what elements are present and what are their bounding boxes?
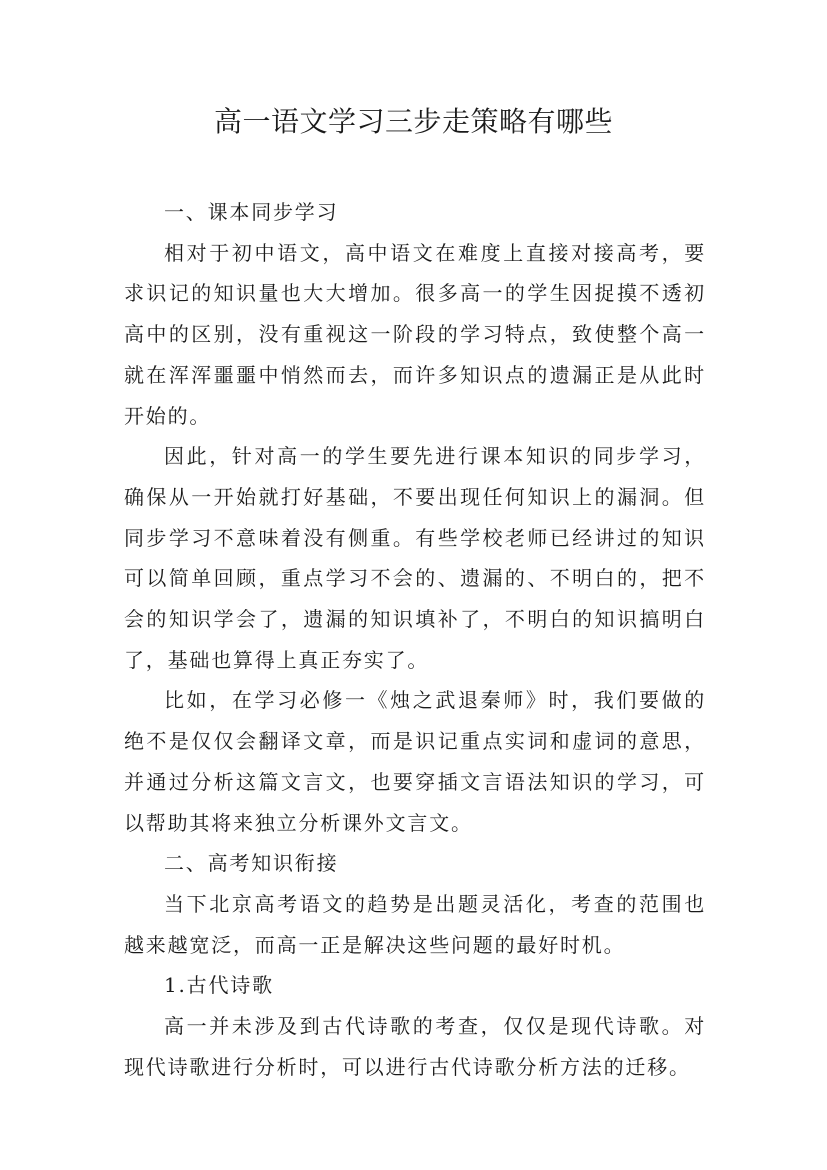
paragraph-1: 相对于初中语文，高中语文在难度上直接对接高考，要求识记的知识量也大大增加。很多高一的学生因捉摸不透初高中的区别，没有重视这一阶段的学习特点，致使整个高一就在浑浑噩噩中悄然而去，而许多知识点的遗漏正是从此时开始的。: [124, 240, 706, 428]
document-title: 高一语文学习三步走策略有哪些: [213, 105, 613, 138]
paragraph-2: 因此，针对高一的学生要先进行课本知识的同步学习，确保从一开始就打好基础，不要出现任何知识上的漏洞。但同步学习不意味着没有侧重。有些学校老师已经讲过的知识可以简单回顾，重点学习不会的、遗漏的、不明白的，把不会的知识学会了，遗漏的知识填补了，不明白的知识搞明白了，基础也算得上真正夯实了。: [124, 444, 706, 672]
paragraph-4: 当下北京高考语文的趋势是出题灵活化，考查的范围也越来越宽泛，而高一正是解决这些问题的最好时机。: [124, 891, 706, 957]
paragraph-3: 比如，在学习必修一《烛之武退秦师》时，我们要做的绝不是仅仅会翻译文章，而是识记重点实词和虚词的意思，并通过分析这篇文言文，也要穿插文言语法知识的学习，可以帮助其将来独立分析课外文言文。: [124, 688, 706, 835]
section-heading-2: 二、高考知识衔接: [164, 851, 339, 876]
subsection-heading-1: 1.古代诗歌: [164, 973, 274, 998]
document-body: [124, 192, 706, 1087]
paragraph-5: 高一并未涉及到古代诗歌的考查，仅仅是现代诗歌。对现代诗歌进行分析时，可以进行古代诗歌分析方法的迁移。: [124, 1014, 706, 1079]
section-heading-1: 一、课本同步学习: [164, 200, 339, 224]
